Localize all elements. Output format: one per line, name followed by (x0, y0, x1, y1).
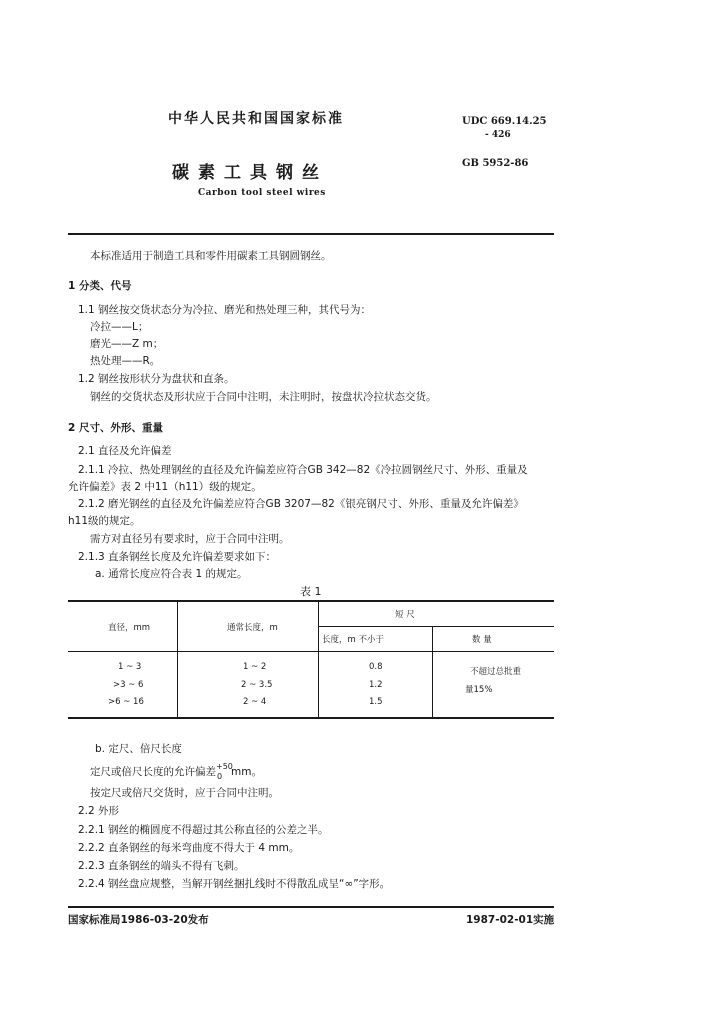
standard-number: GB 5952-86 (462, 158, 529, 169)
issuing-authority: 中华人民共和国国家标准 (168, 111, 344, 127)
clause-2-1-2-cont: h11级的规定。 (68, 515, 141, 527)
clause-2-2: 2.2 外形 (78, 805, 120, 817)
table-row-1-short: 0.8 (369, 662, 383, 672)
table-caption: 表 1 (300, 585, 322, 598)
clause-1-2: 1.2 钢丝按形状分为盘状和直条。 (78, 373, 235, 385)
clause-2-2-2: 2.2.2 直条钢丝的每米弯曲度不得大于 4 mm。 (78, 842, 300, 854)
intro-paragraph: 本标准适用于制造工具和零件用碳素工具钢圆钢丝。 (90, 250, 332, 262)
header-diameter: 直径，mm (108, 623, 151, 633)
tolerance-lower: 0 (217, 772, 223, 781)
table-row-3-short: 1.5 (369, 697, 383, 707)
udc-code: UDC 669.14.25 (462, 116, 547, 127)
header-short-length: 短 尺 (395, 610, 415, 620)
clause-2-1-2: 2.1.2 磨光钢丝的直径及允许偏差应符合GB 3207—82《银亮钢尺寸、外形、重量及允许偏差》 (78, 498, 524, 510)
table-row-2-diameter: >3 ~ 6 (113, 680, 144, 690)
clause-2-1-3-a: a. 通常长度应符合表 1 的规定。 (95, 568, 248, 580)
issue-date: 国家标准局1986-03-20发布 (68, 914, 209, 926)
clause-2-2-1: 2.2.1 钢丝的椭圆度不得超过其公称直径的公差之半。 (78, 824, 329, 836)
tolerance-value (216, 762, 233, 781)
clause-2-1-1-cont: 允许偏差》表 2 中11（h11）级的规定。 (68, 481, 262, 493)
table-quantity-line-2: 量15% (465, 685, 493, 695)
clause-1-1-code-l: 冷拉——L； (90, 321, 149, 333)
clause-2-1-3-b-note: 按定尺或倍尺交货时，应于合同中注明。 (90, 787, 279, 799)
clause-2-1-1: 2.1.1 冷拉、热处理钢丝的直径及允许偏差应符合GB 342—82《冷拉圆钢丝尺寸、外形、重量及 (78, 464, 528, 476)
clause-2-1-3: 2.1.3 直条钢丝长度及允许偏差要求如下： (78, 551, 277, 563)
clause-2-2-3: 2.2.3 直条钢丝的端头不得有飞刺。 (78, 860, 245, 872)
tolerance-upper: +50 (216, 762, 233, 771)
header-usual-length: 通常长度，m (227, 623, 278, 633)
header-rule (68, 233, 554, 235)
clause-1-1: 1.1 钢丝按交货状态分为冷拉、磨光和热处理三种，其代号为： (78, 304, 372, 316)
section-2-heading: 2 尺寸、外形、重量 (68, 422, 163, 434)
table-quantity-line-1: 不超过总批重 (470, 667, 522, 677)
document-title: 碳素工具钢丝 (172, 163, 328, 183)
footer-rule (68, 906, 554, 908)
section-1-heading: 1 分类、代号 (68, 280, 132, 292)
table-row-1-length: 1 ~ 2 (243, 662, 267, 672)
clause-1-1-code-zm: 磨光——Z m； (90, 338, 164, 350)
clause-2-1: 2.1 直径及允许偏差 (78, 445, 172, 457)
header-short-min-length: 长度，m 不小于 (322, 635, 384, 645)
clause-1-1-code-r: 热处理——R。 (90, 355, 161, 367)
clause-2-1-3-b-tolerance (90, 764, 262, 779)
table-row-2-length: 2 ~ 3.5 (241, 680, 273, 690)
clause-2-2-4: 2.2.4 钢丝盘应规整，当解开钢丝捆扎线时不得散乱成呈“∞”字形。 (78, 878, 391, 890)
table-row-3-diameter: >6 ~ 16 (108, 697, 144, 707)
clause-1-2-note: 钢丝的交货状态及形状应于合同中注明，未注明时，按盘状冷拉状态交货。 (90, 391, 437, 403)
tolerance-text-suffix: mm。 (231, 766, 262, 778)
table-row-2-short: 1.2 (369, 680, 383, 690)
tolerance-text-prefix: 定尺或倍尺长度的允许偏差 (90, 766, 216, 778)
table-row-1-diameter: 1 ~ 3 (118, 662, 142, 672)
clause-2-1-2-note: 需方对直径另有要求时，应于合同中注明。 (90, 533, 290, 545)
clause-2-1-3-b: b. 定尺、倍尺长度 (95, 743, 182, 755)
implementation-date: 1987-02-01实施 (466, 914, 555, 926)
udc-code-suffix: - 426 (485, 130, 511, 140)
table-row-3-length: 2 ~ 4 (243, 697, 267, 707)
document-title-en: Carbon tool steel wires (198, 188, 326, 198)
header-short-quantity: 数 量 (472, 635, 492, 645)
